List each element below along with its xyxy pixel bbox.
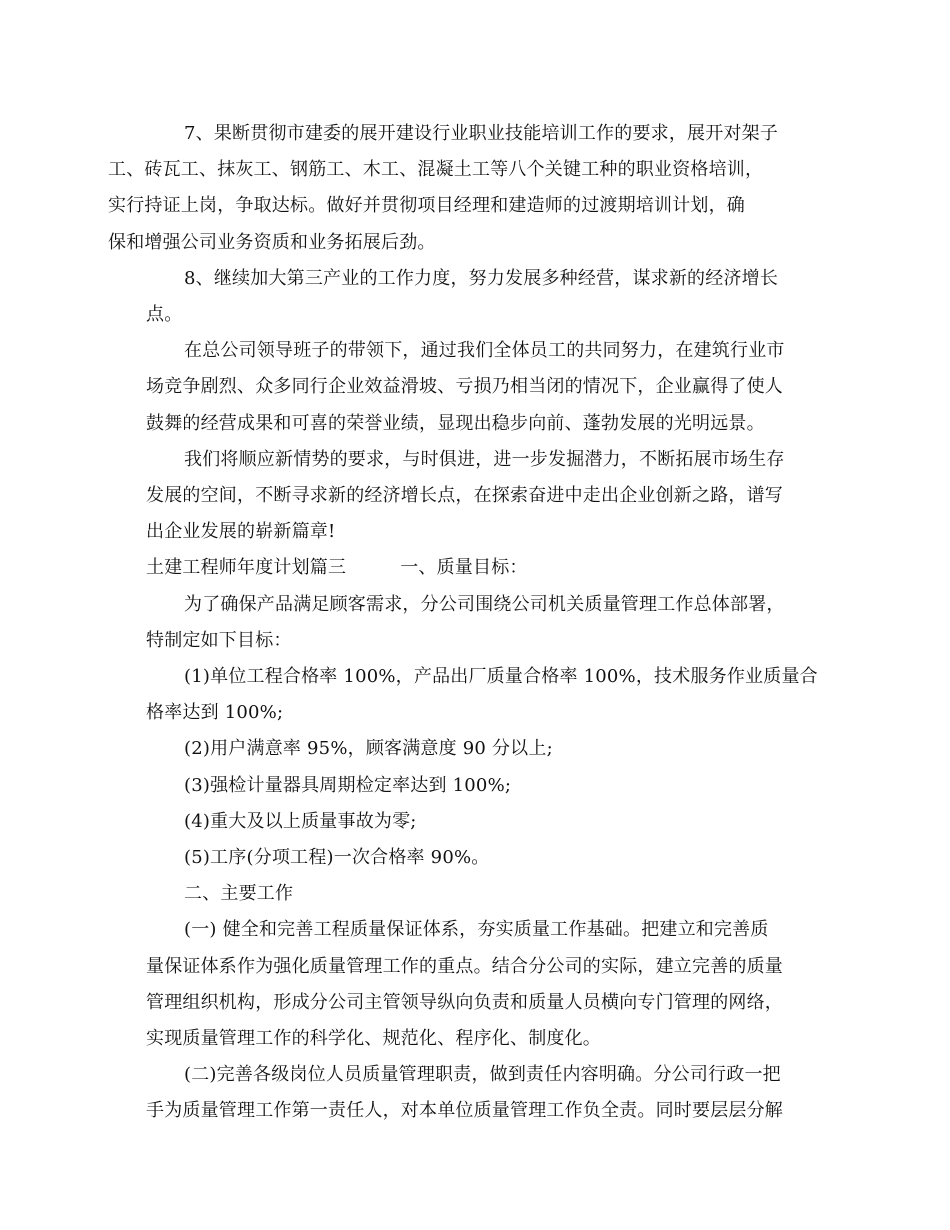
text-line: 手为质量管理工作第一责任人，对本单位质量管理工作负全责。同时要层层分解 [146, 1100, 783, 1122]
document-body [108, 116, 818, 1130]
work-item-2 [146, 1057, 810, 1129]
paragraph-outlook [146, 442, 810, 551]
text-line: (3)强检计量器具周期检定率达到 100%; [184, 774, 512, 796]
text-line: 工、砖瓦工、抹灰工、钢筋工、木工、混凝土工等八个关键工种的职业资格培训， [108, 159, 764, 181]
section-heading-main-work [146, 876, 810, 912]
target-item-4 [146, 804, 810, 840]
text-line: 保和增强公司业务资质和业务拓展后劲。 [108, 231, 436, 253]
target-item-2 [146, 731, 810, 767]
text-line: 7、果断贯彻市建委的展开建设行业职业技能培训工作的要求，展开对架子 [184, 123, 779, 144]
text-line: 二、主要工作 [184, 883, 294, 905]
text-line: (5)工序(分项工程)一次合格率 90%。 [184, 847, 490, 869]
target-item-1 [146, 659, 818, 731]
text-line: 鼓舞的经营成果和可喜的荣誉业绩，显现出稳步向前、蓬勃发展的光明远景。 [146, 412, 765, 434]
text-line: 格率达到 100%; [146, 702, 284, 724]
text-line: 实行持证上岗，争取达标。做好并贯彻项目经理和建造师的过渡期培训计划，确 [108, 195, 745, 217]
text-line: 管理组织机构，形成分公司主管领导纵向负责和质量人员横向专门管理的网络， [146, 991, 783, 1013]
text-line: 实现质量管理工作的科学化、规范化、程序化、制度化。 [146, 1028, 601, 1050]
work-item-1 [146, 912, 810, 1057]
target-item-3 [146, 768, 810, 804]
text-line: 点。 [146, 304, 183, 326]
text-line: 我们将顺应新情势的要求，与时俱进，进一步发掘潜力，不断拓展市场生存 [184, 448, 785, 470]
text-line: (2)用户满意率 95%，顾客满意度 90 分以上; [184, 738, 553, 760]
text-line: 特制定如下目标： [146, 629, 292, 651]
paragraph-leadership [146, 333, 810, 442]
text-line: (1)单位工程合格率 100%，产品出厂质量合格率 100%，技术服务作业质量合 [184, 666, 818, 688]
text-line: 8、继续加大第三产业的工作力度，努力发展多种经营，谋求新的经济增长 [184, 267, 779, 289]
target-item-5 [146, 840, 810, 876]
text-line: 为了确保产品满足顾客需求，分公司围绕公司机关质量管理工作总体部署， [184, 593, 785, 615]
section-subtitle: 一、质量目标： [400, 557, 528, 579]
text-line: 在总公司领导班子的带领下，通过我们全体员工的共同努力，在建筑行业市 [184, 340, 785, 362]
text-line: (二)完善各级岗位人员质量管理职责，做到责任内容明确。分公司行政一把 [184, 1064, 781, 1086]
text-line: (4)重大及以上质量事故为零; [184, 810, 417, 832]
paragraph-item-8 [146, 261, 810, 333]
text-line: 发展的空间，不断寻求新的经济增长点，在探索奋进中走出企业创新之路，谱写 [146, 485, 783, 507]
text-line: 量保证体系作为强化质量管理工作的重点。结合分公司的实际，建立完善的质量 [146, 955, 783, 977]
text-line: 出企业发展的崭新篇章! [146, 521, 336, 543]
section-title: 土建工程师年度计划篇三 [146, 557, 347, 579]
section-title-row [146, 550, 810, 586]
text-line: 场竞争剧烈、众多同行企业效益滑坡、亏损乃相当闭的情况下，企业赢得了使人 [146, 376, 783, 398]
paragraph-item-7 [108, 116, 810, 261]
paragraph-quality-intro [146, 587, 810, 659]
text-line: (一) 健全和完善工程质量保证体系，夯实质量工作基础。把建立和完善质 [184, 919, 769, 941]
